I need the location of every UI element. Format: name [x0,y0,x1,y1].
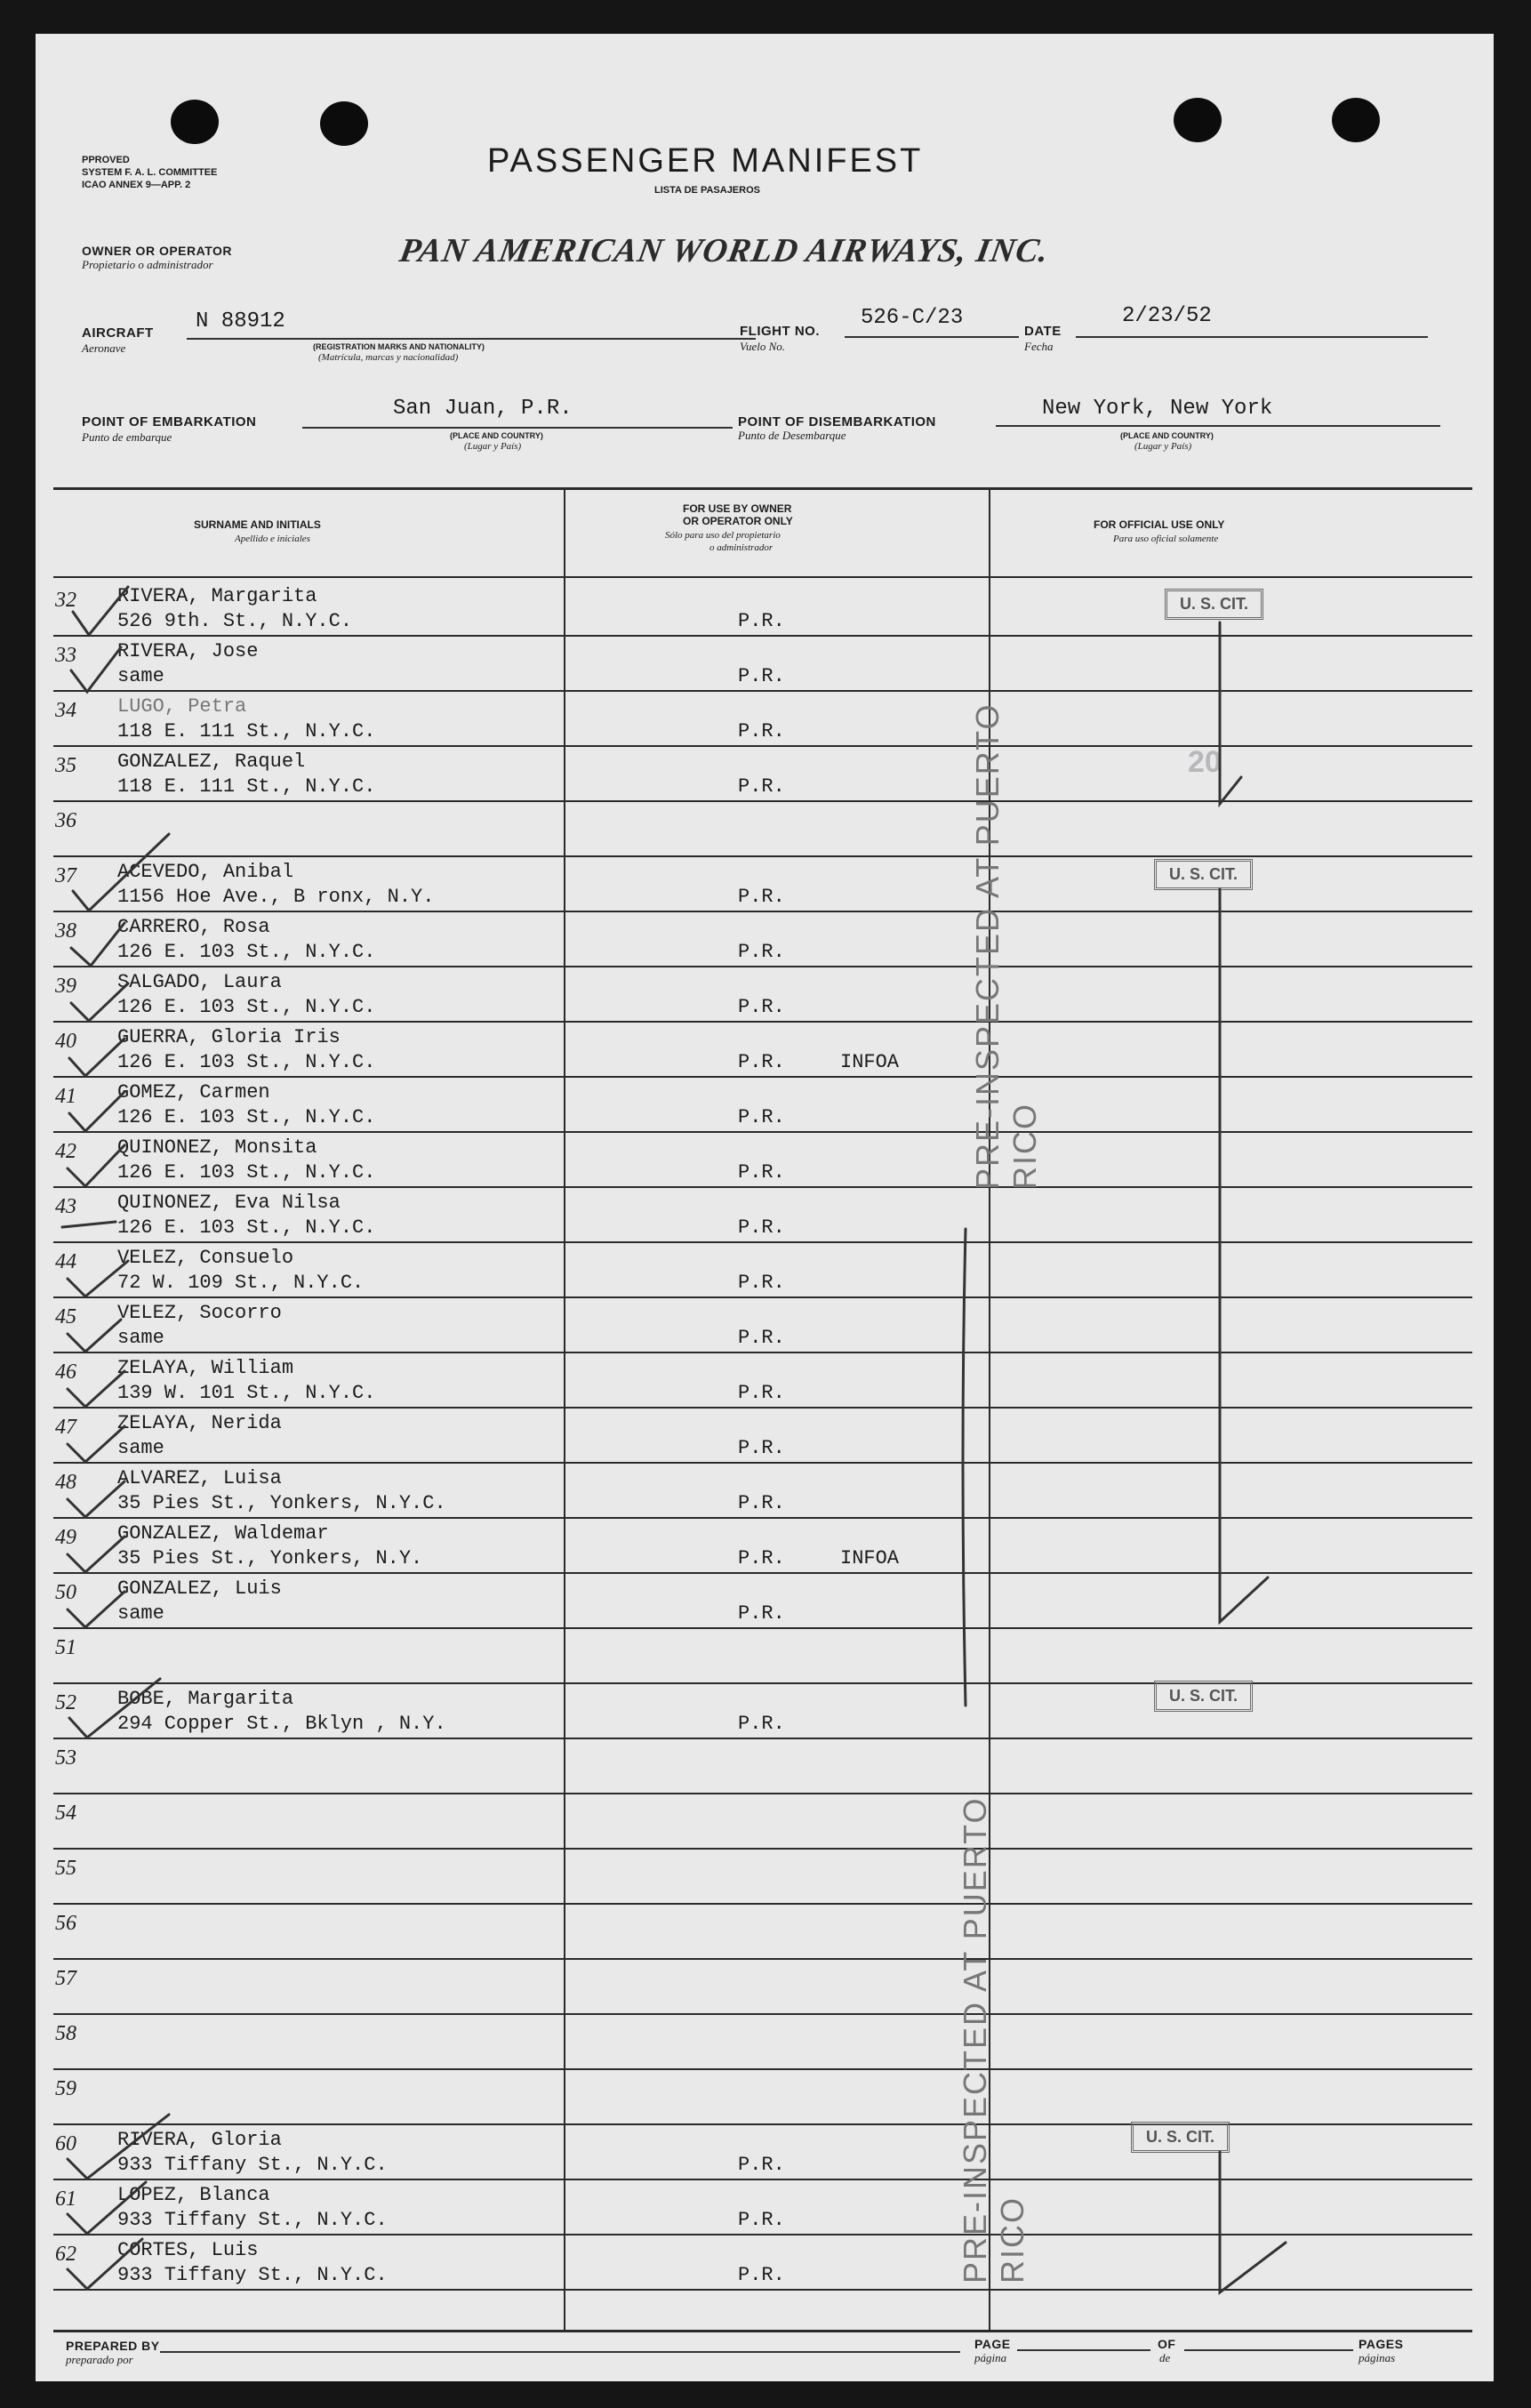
of-underline [1184,2349,1353,2351]
owner-code: P.R. [738,1437,785,1459]
owner-code: P.R. [738,2264,785,2286]
row-number: 51 [55,1636,76,1659]
registration-note: (REGISTRATION MARKS AND NATIONALITY) [313,342,485,351]
us-cit-stamp: U. S. CIT. [1131,2122,1230,2153]
page-underline [1017,2349,1150,2351]
row-number: 36 [55,809,76,832]
check-mark [68,1592,124,1627]
embark-field: San Juan, P.R. [393,397,573,421]
passenger-address: same [117,1437,164,1459]
check-mark [69,1679,160,1738]
check-mark [69,1092,124,1131]
passenger-name: LOPEZ, Blanca [117,2184,270,2206]
col-header-surname: SURNAME AND INITIALS [194,518,321,531]
owner-code: P.R. [738,720,785,742]
passenger-address: 294 Copper St., Bklyn , N.Y. [117,1713,446,1735]
row-number: 54 [55,1802,76,1825]
owner-code: P.R. [738,2154,785,2176]
passenger-name: SALGADO, Laura [117,971,282,993]
passenger-address: same [117,665,164,687]
passenger-name: RIVERA, Margarita [117,585,317,607]
owner-code: P.R. [738,1161,785,1184]
row-number: 50 [55,1581,76,1604]
row-number: 34 [55,699,76,722]
us-cit-stamp: U. S. CIT. [1165,589,1263,620]
passenger-name: ACEVEDO, Anibal [117,861,294,883]
flight-field: 526-C/23 [861,306,964,330]
passenger-name: QUINONEZ, Monsita [117,1136,317,1159]
disembark-label: POINT OF DISEMBARKATION [738,414,936,429]
check-mark [68,2115,169,2179]
check-mark [68,1145,124,1186]
col-header-owner: FOR USE BY OWNER [683,502,792,515]
row-number: 41 [55,1085,76,1108]
infant-note: INFOA [840,1547,900,1569]
bracket-line [963,1229,966,1706]
passenger-address: 139 W. 101 St., N.Y.C. [117,1382,376,1404]
row-number: 56 [55,1912,76,1935]
row-number: 48 [55,1471,76,1494]
owner-code: P.R. [738,1216,785,1239]
row-number: 61 [55,2187,76,2211]
preinspected-stamp: PRE-INSPECTED AT PUERTO RICO [969,702,1043,1190]
aircraft-label: AIRCRAFT [82,325,154,341]
check-mark [71,647,121,692]
check-mark [68,1537,124,1572]
owner-code: P.R. [738,665,785,687]
row-number: 46 [55,1361,76,1384]
row-number: 35 [55,754,76,777]
row-number: 38 [55,919,76,943]
passenger-name: GONZALEZ, Raquel [117,750,306,773]
approval-line: PPROVED [82,155,130,165]
owner-code: P.R. [738,886,785,908]
place-note: (PLACE AND COUNTRY) [450,431,543,440]
check-mark [68,1481,124,1517]
row-number: 45 [55,1305,76,1328]
passenger-name: CARRERO, Rosa [117,916,270,938]
manifest-sheet [36,34,1494,2381]
passenger-name: GONZALEZ, Luis [117,1577,282,1600]
owner-code: P.R. [738,1051,785,1073]
row-number: 59 [55,2077,76,2100]
us-cit-stamp: U. S. CIT. [1154,859,1253,890]
col-header-surname-es: Apellido e iniciales [235,534,310,544]
col-header-owner-es: o administrador [709,542,774,553]
check-mark [68,2182,146,2234]
passenger-address: 126 E. 103 St., N.Y.C. [117,941,376,963]
pages-label-es: páginas [1359,2351,1396,2364]
disembark-field: New York, New York [1042,397,1273,421]
bracket-line [1220,889,1268,1622]
passenger-address: 126 E. 103 St., N.Y.C. [117,1051,376,1073]
handwritten-mark: 20 [1188,745,1222,779]
embark-label: POINT OF EMBARKATION [82,414,257,429]
passenger-name: ALVAREZ, Luisa [117,1467,282,1489]
approval-line: ICAO ANNEX 9—APP. 2 [82,180,191,190]
check-mark [68,1426,124,1462]
bracket-line [1220,2152,1286,2292]
owner-code: P.R. [738,610,785,632]
owner-label-es: Propietario o administrador [82,258,213,271]
row-number: 62 [55,2243,76,2266]
prepared-by-underline [160,2351,960,2353]
passenger-name: VELEZ, Socorro [117,1302,282,1324]
passenger-name: RIVERA, Gloria [117,2129,282,2151]
passenger-address: 126 E. 103 St., N.Y.C. [117,1216,376,1239]
owner-code: P.R. [738,1106,785,1128]
embark-label-es: Punto de embarque [82,430,172,444]
check-mark [68,2239,142,2289]
row-number: 47 [55,1416,76,1439]
check-mark [69,1039,124,1076]
row-number: 53 [55,1746,76,1770]
page-label-es: página [974,2351,1007,2364]
registration-note-es: (Matrícula, marcas y nacionalidad) [318,352,459,363]
row-number: 52 [55,1691,76,1714]
col-header-official-es: Para uso oficial solamente [1113,534,1219,544]
place-note-es: (Lugar y País) [1134,441,1192,452]
passenger-address: 126 E. 103 St., N.Y.C. [117,1161,376,1184]
owner-label: OWNER OR OPERATOR [82,244,232,258]
of-label: OF [1158,2337,1176,2351]
owner-code: P.R. [738,1602,785,1625]
date-field: 2/23/52 [1122,304,1212,328]
owner-code: P.R. [738,941,785,963]
flight-label-es: Vuelo No. [740,340,786,353]
passenger-address: 933 Tiffany St., N.Y.C. [117,2264,388,2286]
passenger-name: GOMEZ, Carmen [117,1081,270,1104]
owner-code: P.R. [738,996,785,1018]
row-number: 33 [55,644,76,667]
passenger-address: 126 E. 103 St., N.Y.C. [117,996,376,1018]
owner-code: P.R. [738,2209,785,2231]
passenger-name: QUINONEZ, Eva Nilsa [117,1192,341,1214]
col-header-owner: OR OPERATOR ONLY [683,515,793,527]
owner-code: P.R. [738,1547,785,1569]
place-note: (PLACE AND COUNTRY) [1120,431,1214,440]
bracket-line [1220,622,1241,804]
date-label-es: Fecha [1024,340,1054,353]
owner-code: P.R. [738,1382,785,1404]
check-mark [68,1371,124,1407]
airline-logo: PAN AMERICAN WORLD AIRWAYS, INC. [397,232,1053,269]
preinspected-stamp: PRE-INSPECTED AT PUERTO RICO [957,1796,1030,2284]
passenger-address: same [117,1602,164,1625]
row-number: 57 [55,1967,76,1990]
col-header-official: FOR OFFICIAL USE ONLY [1094,518,1225,531]
passenger-address: same [117,1327,164,1349]
approval-line: SYSTEM F. A. L. COMMITTEE [82,167,218,178]
row-number: 58 [55,2022,76,2045]
row-number: 49 [55,1526,76,1549]
aircraft-field: N 88912 [196,309,285,333]
check-mark [71,983,128,1021]
flight-label: FLIGHT NO. [740,324,820,339]
passenger-address: 35 Pies St., Yonkers, N.Y. [117,1547,423,1569]
row-number: 43 [55,1195,76,1218]
date-label: DATE [1024,324,1062,339]
check-mark [68,1261,128,1296]
place-note-es: (Lugar y País) [464,441,522,452]
row-number: 32 [55,589,76,612]
passenger-address: 933 Tiffany St., N.Y.C. [117,2209,388,2231]
page-subtitle: LISTA DE PASAJEROS [654,185,760,196]
passenger-address: 1156 Hoe Ave., B ronx, N.Y. [117,886,435,908]
passenger-address: 72 W. 109 St., N.Y.C. [117,1272,365,1294]
passenger-name: GUERRA, Gloria Iris [117,1026,341,1048]
owner-code: P.R. [738,1272,785,1294]
handwritten-checkmarks [36,34,1494,2381]
row-number: 37 [55,864,76,887]
prepared-by-label: PREPARED BY [66,2339,160,2353]
disembark-label-es: Punto de Desembarque [738,429,846,442]
aircraft-label-es: Aeronave [82,341,126,355]
owner-code: P.R. [738,1713,785,1735]
passenger-address: 35 Pies St., Yonkers, N.Y.C. [117,1492,446,1514]
owner-code: P.R. [738,775,785,798]
passenger-address: 118 E. 111 St., N.Y.C. [117,720,376,742]
row-number: 44 [55,1250,76,1273]
row-number: 60 [55,2132,76,2155]
check-mark [71,923,124,966]
check-mark [73,834,169,911]
passenger-name: ZELAYA, Nerida [117,1412,282,1434]
pages-label: PAGES [1359,2337,1404,2351]
check-mark [62,1222,116,1227]
of-label-es: de [1159,2351,1171,2364]
owner-code: P.R. [738,1492,785,1514]
col-header-owner-es: Sólo para uso del propietario [665,530,781,541]
page-title: PASSENGER MANIFEST [487,142,924,180]
owner-code: P.R. [738,1327,785,1349]
passenger-name: BOBE, Margarita [117,1688,294,1710]
row-number: 39 [55,975,76,998]
check-mark [68,1320,121,1352]
row-number: 42 [55,1140,76,1163]
page-label: PAGE [974,2337,1011,2351]
passenger-name: VELEZ, Consuelo [117,1247,294,1269]
us-cit-stamp: U. S. CIT. [1154,1681,1253,1712]
passenger-address: 126 E. 103 St., N.Y.C. [117,1106,376,1128]
check-mark [73,587,128,635]
row-number: 55 [55,1857,76,1880]
passenger-address: 933 Tiffany St., N.Y.C. [117,2154,388,2176]
passenger-name: RIVERA, Jose [117,640,259,662]
infant-note: INFOA [840,1051,900,1073]
row-number: 40 [55,1030,76,1053]
passenger-name: CORTES, Luis [117,2239,259,2261]
passenger-name: GONZALEZ, Waldemar [117,1522,329,1545]
passenger-name: ZELAYA, William [117,1357,294,1379]
passenger-address: 526 9th. St., N.Y.C. [117,610,353,632]
passenger-name: LUGO, Petra [117,695,247,718]
passenger-address: 118 E. 111 St., N.Y.C. [117,775,376,798]
prepared-by-label-es: preparado por [66,2353,133,2366]
